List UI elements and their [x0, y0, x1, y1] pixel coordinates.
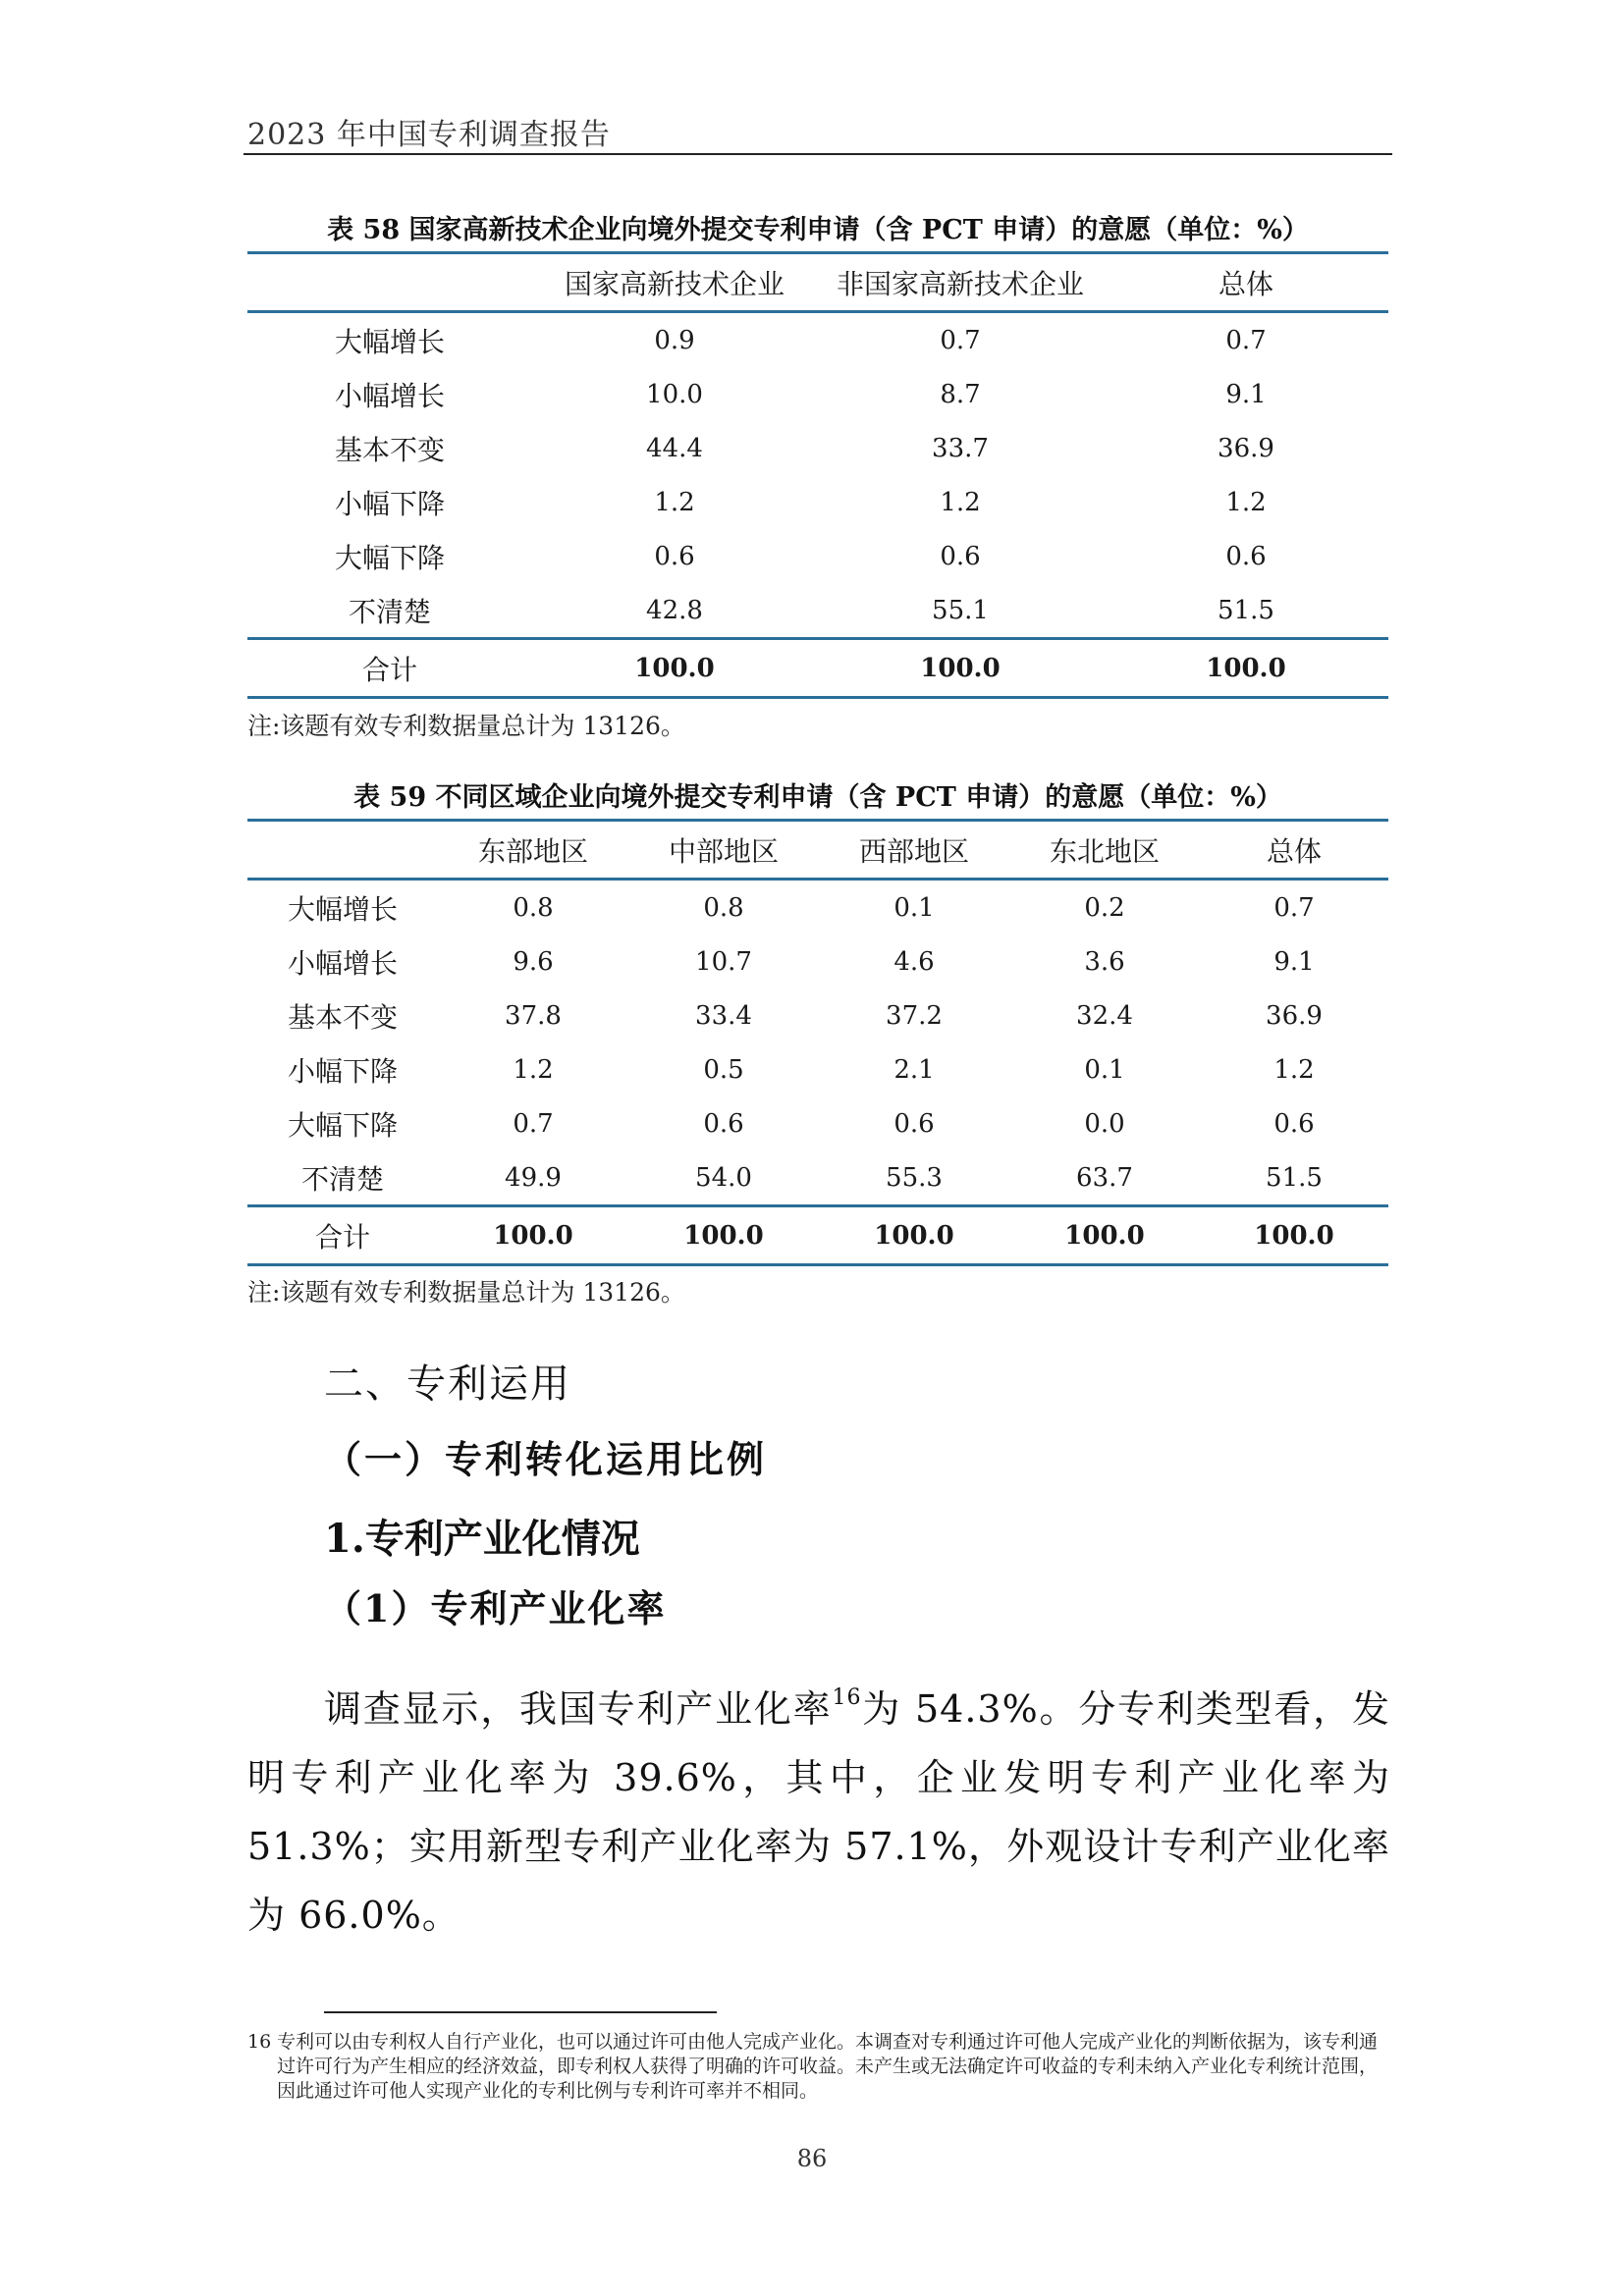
table-cell: 55.1 — [932, 595, 989, 625]
column-header: 西部地区 — [819, 821, 1009, 880]
column-header: 非国家高新技术企业 — [817, 253, 1104, 312]
table-cell: 100.0 — [438, 1206, 628, 1265]
column-header: 东北地区 — [1009, 821, 1200, 880]
table-cell: 0.0 — [1084, 1108, 1125, 1139]
table-header-row — [247, 253, 1388, 312]
column-header: 总体 — [1104, 253, 1388, 312]
table-cell: 51.5 — [1218, 595, 1274, 625]
table-cell: 0.7 — [1225, 325, 1267, 355]
table-row — [247, 312, 1388, 368]
row-label: 小幅下降 — [287, 1054, 398, 1088]
table-row — [247, 880, 1388, 935]
table-cell: 1.2 — [1273, 1054, 1315, 1085]
table-59-caption: 表 59 不同区域企业向境外提交专利申请（含 PCT 申请）的意愿（单位：%） — [353, 782, 1282, 813]
table-cell: 49.9 — [505, 1162, 562, 1193]
table-cell: 0.8 — [513, 892, 554, 923]
table-row — [247, 367, 1388, 421]
table-total-row — [247, 639, 1388, 698]
table-row — [247, 475, 1388, 529]
table-cell: 0.7 — [513, 1108, 554, 1139]
table-cell: 54.0 — [695, 1162, 752, 1193]
table-total-row — [247, 1206, 1388, 1265]
table-cell: 33.7 — [932, 433, 989, 463]
table-row — [247, 583, 1388, 639]
row-label: 大幅增长 — [334, 325, 445, 358]
row-label: 大幅下降 — [287, 1108, 398, 1142]
table-cell: 1.2 — [940, 487, 981, 517]
column-header — [247, 821, 438, 880]
table-cell: 100.0 — [532, 639, 817, 698]
body-paragraph — [247, 1675, 1390, 1949]
footnote-mark: 16 — [247, 2031, 272, 2053]
column-header: 总体 — [1200, 821, 1388, 880]
table-row — [247, 529, 1388, 583]
table-cell: 100.0 — [819, 1206, 1009, 1265]
column-header: 东部地区 — [438, 821, 628, 880]
table-cell: 100.0 — [1009, 1206, 1200, 1265]
column-header: 国家高新技术企业 — [532, 253, 817, 312]
table-cell: 0.6 — [654, 541, 695, 571]
table-cell: 0.5 — [703, 1054, 744, 1085]
table-cell: 0.7 — [940, 325, 981, 355]
body-text-part: 为 54.3%。分专利类型看，发明专利产业化率为 39.6%，其中，企业发明专利产业化率为 51.3%；实用新型专利产业化率为 57.1%，外观设计专利产业化率为 66.0%。 — [247, 1687, 1390, 1937]
table-cell: 100.0 — [1104, 639, 1388, 698]
table-row — [247, 934, 1388, 988]
table-cell: 36.9 — [1266, 1000, 1323, 1031]
header-rule — [244, 153, 1392, 155]
table-row — [247, 1042, 1388, 1096]
table-cell: 1.2 — [1225, 487, 1267, 517]
row-label: 小幅下降 — [334, 487, 445, 520]
row-label: 大幅下降 — [334, 541, 445, 574]
row-label: 小幅增长 — [334, 379, 445, 412]
table-cell: 100.0 — [628, 1206, 819, 1265]
table-cell: 10.7 — [695, 946, 752, 977]
table-cell: 9.6 — [513, 946, 554, 977]
section-heading: 二、专利运用 — [324, 1362, 571, 1407]
table-cell: 0.1 — [893, 892, 935, 923]
table-row — [247, 1096, 1388, 1150]
numbered-heading: 1.专利产业化情况 — [324, 1516, 640, 1562]
table-row — [247, 421, 1388, 475]
footnote-reference[interactable]: 16 — [832, 1685, 862, 1710]
table-cell: 100.0 — [817, 639, 1104, 698]
body-text-part: 调查显示，我国专利产业化率 — [324, 1687, 833, 1731]
table-58-caption: 表 58 国家高新技术企业向境外提交专利申请（含 PCT 申请）的意愿（单位：%） — [327, 215, 1309, 245]
table-cell: 37.2 — [886, 1000, 943, 1031]
table-cell: 0.6 — [1273, 1108, 1315, 1139]
table-cell: 0.8 — [703, 892, 744, 923]
table-59 — [247, 819, 1388, 1266]
row-label: 不清楚 — [300, 1162, 384, 1196]
table-cell: 51.5 — [1266, 1162, 1323, 1193]
table-row — [247, 988, 1388, 1042]
table-row — [247, 1150, 1388, 1206]
page-number: 86 — [796, 2145, 828, 2172]
row-label: 小幅增长 — [287, 946, 398, 980]
table-cell: 1.2 — [513, 1054, 554, 1085]
footnote-rule — [324, 2011, 717, 2013]
table-cell: 0.6 — [703, 1108, 744, 1139]
table-cell: 0.6 — [1225, 541, 1267, 571]
table-cell: 63.7 — [1076, 1162, 1133, 1193]
row-label: 不清楚 — [348, 595, 431, 628]
table-cell: 8.7 — [940, 379, 981, 409]
table-cell: 100.0 — [1200, 1206, 1388, 1265]
table-cell: 3.6 — [1084, 946, 1125, 977]
row-label: 合计 — [247, 1206, 438, 1265]
table-cell: 44.4 — [646, 433, 703, 463]
table-cell: 10.0 — [646, 379, 703, 409]
table-cell: 9.1 — [1273, 946, 1315, 977]
running-header: 2023 年中国专利调查报告 — [247, 118, 611, 152]
table-59-note: 注:该题有效专利数据量总计为 13126。 — [247, 1278, 685, 1307]
row-label: 大幅增长 — [287, 892, 398, 926]
footnote — [247, 2030, 1390, 2104]
table-cell: 32.4 — [1076, 1000, 1133, 1031]
table-cell: 55.3 — [886, 1162, 943, 1193]
table-cell: 0.1 — [1084, 1054, 1125, 1085]
table-58-note: 注:该题有效专利数据量总计为 13126。 — [247, 712, 685, 740]
table-58 — [247, 251, 1388, 699]
table-cell: 0.2 — [1084, 892, 1125, 923]
table-header-row — [247, 821, 1388, 880]
row-label: 基本不变 — [287, 1000, 398, 1034]
row-label: 基本不变 — [334, 433, 445, 466]
item-heading: （1）专利产业化率 — [324, 1586, 667, 1630]
footnote-text: 专利可以由专利权人自行产业化，也可以通过许可由他人完成产业化。本调查对专利通过许可他人完成产业化的判断依据为，该专利通过许可行为产生相应的经济效益，即专利权人获得了明确的许可收益。未产生或无法确定许可收益的专利未纳入产业化专利统计范围，因此通过许可他人实现产业化的专利比例与专利许可率并不相同。 — [277, 2031, 1379, 2102]
table-cell: 2.1 — [893, 1054, 935, 1085]
table-cell: 33.4 — [695, 1000, 752, 1031]
subsection-heading: （一）专利转化运用比例 — [324, 1437, 768, 1481]
table-cell: 0.6 — [893, 1108, 935, 1139]
table-cell: 0.7 — [1273, 892, 1315, 923]
table-cell: 4.6 — [893, 946, 935, 977]
column-header: 中部地区 — [628, 821, 819, 880]
column-header — [247, 253, 532, 312]
table-cell: 42.8 — [646, 595, 703, 625]
table-cell: 0.6 — [940, 541, 981, 571]
row-label: 合计 — [247, 639, 532, 698]
table-cell: 0.9 — [654, 325, 695, 355]
table-cell: 9.1 — [1225, 379, 1267, 409]
table-cell: 37.8 — [505, 1000, 562, 1031]
table-cell: 1.2 — [654, 487, 695, 517]
table-cell: 36.9 — [1218, 433, 1274, 463]
